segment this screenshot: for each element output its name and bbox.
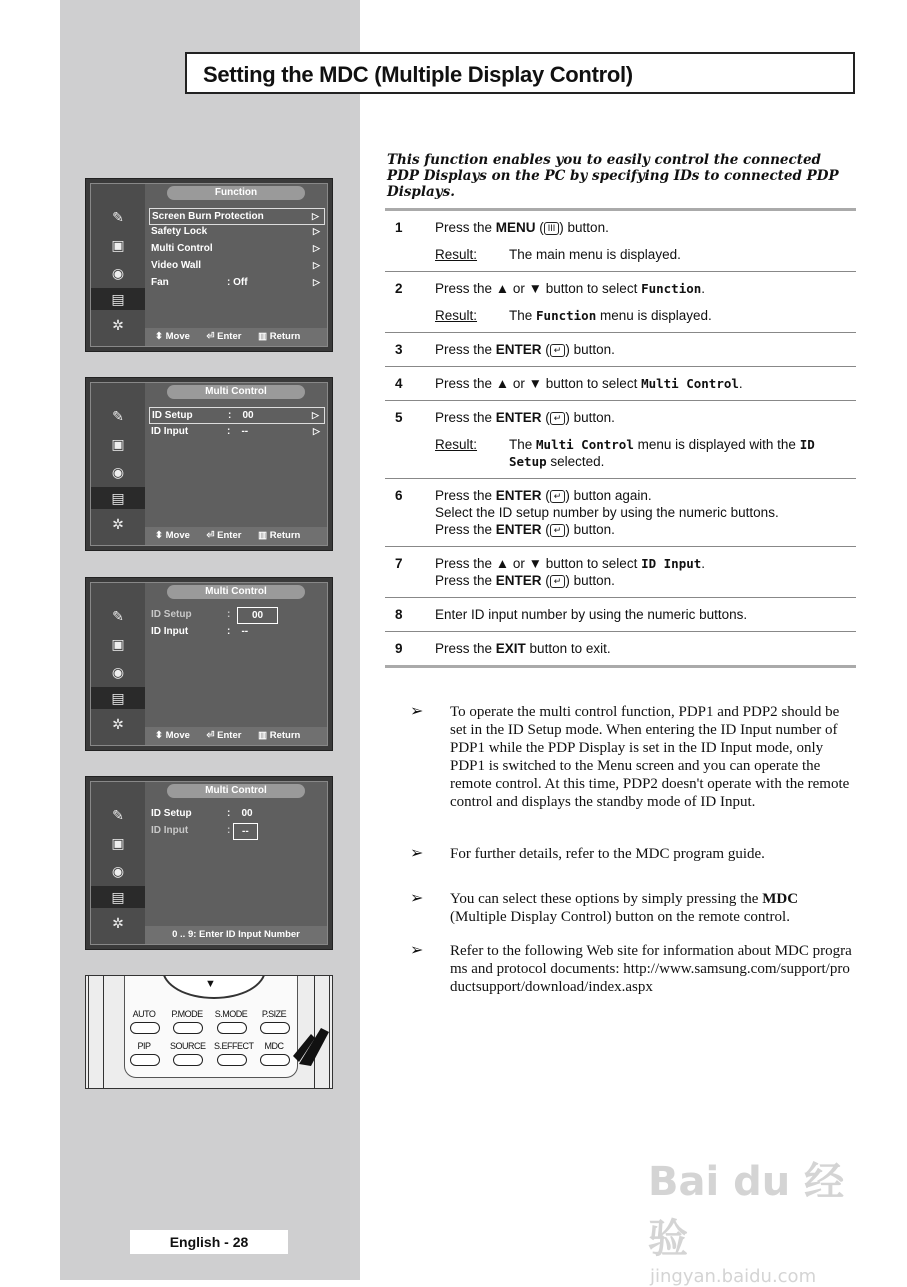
remote-label: SOURCE (170, 1041, 206, 1051)
step-text: Enter ID input number by using the numeric buttons. (435, 598, 856, 632)
osd-menu-item: Fan : Off ▷ (151, 277, 320, 288)
enter-icon: ⏎ (206, 730, 215, 741)
step-text: Press the ENTER ( ↵ ) button. (435, 333, 856, 367)
step-text: Press the ENTER ( ↵ ) button again. Select the ID setup number by using the numeric buttons. Press the ENTER ( ↵ ) button. (435, 479, 856, 547)
step-text: Press the ▲ or ▼ button to select Function. Result: The Function menu is displayed. (435, 272, 856, 333)
sound-icon: ▣ (111, 635, 125, 652)
step-number: 5 (385, 401, 435, 479)
move-icon: ⬍ (155, 530, 163, 541)
table-row (385, 272, 856, 333)
osd-tab-title: Multi Control (167, 585, 305, 599)
step-number: 9 (395, 641, 403, 656)
id-setup-value-box: 00 (237, 607, 278, 624)
pmode-button[interactable] (173, 1022, 203, 1034)
osd-tab-title: Multi Control (167, 784, 305, 798)
arrow-right-icon: ▷ (312, 410, 319, 420)
step-number: 7 (385, 547, 435, 598)
id-input-value-box: -- (233, 823, 258, 840)
table-row (385, 479, 856, 547)
osd-menu-item: ID Setup : 00 (151, 808, 253, 819)
step-number: 3 (385, 333, 435, 367)
picture-icon: ✎ (112, 607, 124, 624)
step-number: 1 (385, 210, 435, 272)
page-title: Setting the MDC (Multiple Display Control) (203, 62, 633, 87)
osd-icon-column (91, 383, 145, 545)
osd-menu-item: Safety Lock ▷ (151, 226, 320, 237)
osd-screen-id-setup-edit (85, 577, 333, 751)
step-text: Press the MENU ( III ) button. Result: The main menu is displayed. (435, 210, 856, 272)
enter-key-icon: ↵ (550, 524, 566, 537)
osd-menu-item: Screen Burn Protection ▷ (149, 208, 325, 225)
menu-icon: ▥ (258, 530, 268, 541)
enter-key-icon: ↵ (550, 575, 566, 588)
osd-footer: ⬍ Move ⏎ Enter ▥ Return (145, 727, 327, 745)
note-arrow-icon: ➢ (410, 703, 424, 720)
psize-button[interactable] (260, 1022, 290, 1034)
table-row (385, 367, 856, 401)
table-row (385, 210, 856, 272)
arrow-right-icon: ▷ (313, 277, 320, 287)
osd-tab-title: Function (167, 186, 305, 200)
function-icon: ▤ (91, 687, 145, 709)
page-number: English - 28 (130, 1230, 288, 1254)
sound-icon: ▣ (111, 236, 125, 253)
step-number: 8 (385, 598, 435, 632)
osd-footer: ⬍ Move ⏎ Enter ▥ Return (145, 328, 327, 346)
pip-button[interactable] (130, 1054, 160, 1066)
osd-menu-item: Video Wall ▷ (151, 260, 320, 271)
remote-label: AUTO (132, 1009, 156, 1019)
setup-gear-icon: ✲ (112, 914, 124, 931)
picture-icon: ✎ (112, 806, 124, 823)
osd-menu-item: Multi Control ▷ (151, 243, 320, 254)
channel-icon: ◉ (111, 862, 125, 879)
note: ➢ You can select these options by simply pressing the MDC (Multiple Display Control) button on the remote control. (410, 890, 799, 925)
smode-button[interactable] (217, 1022, 247, 1034)
step-number: 4 (385, 367, 435, 401)
watermark-url: jingyan.baidu.com (650, 1266, 817, 1287)
function-icon: ▤ (91, 288, 145, 310)
steps-table (385, 208, 856, 668)
sound-icon: ▣ (111, 834, 125, 851)
note-arrow-icon: ➢ (410, 942, 424, 959)
sound-icon: ▣ (111, 435, 125, 452)
osd-icon-column (91, 583, 145, 745)
page-title-box (185, 52, 855, 94)
enter-key-icon: ↵ (550, 344, 566, 357)
menu-icon: ▥ (258, 331, 268, 342)
move-icon: ⬍ (155, 730, 163, 741)
osd-menu-item: ID Setup : 00 (151, 607, 325, 622)
osd-menu-item: ID Input : -- ▷ (151, 426, 320, 437)
table-row (385, 598, 856, 632)
picture-icon: ✎ (112, 208, 124, 225)
remote-label: P.SIZE (261, 1009, 287, 1019)
mdc-button[interactable] (260, 1054, 290, 1066)
step-text: Press the ENTER ( ↵ ) button. Result: The Multi Control menu is displayed with the ID Setup selected. (435, 401, 856, 479)
remote-label: P.MODE (171, 1009, 203, 1019)
down-arrow-icon: ▼ (205, 978, 216, 990)
menu-icon: ▥ (258, 730, 268, 741)
function-icon: ▤ (91, 886, 145, 908)
enter-icon: ⏎ (206, 331, 215, 342)
step-text: Press the ▲ or ▼ button to select ID Input. Press the ENTER ( ↵ ) button. (435, 547, 856, 598)
note-arrow-icon: ➢ (410, 890, 424, 907)
auto-button[interactable] (130, 1022, 160, 1034)
table-row (385, 333, 856, 367)
osd-menu-item: ID Input : -- (151, 823, 325, 838)
pointer-hand-icon (291, 1026, 331, 1066)
arrow-right-icon: ▷ (313, 226, 320, 236)
remote-label: MDC (264, 1041, 284, 1051)
remote-label: S.MODE (214, 1009, 248, 1019)
remote-label: PIP (137, 1041, 151, 1051)
enter-key-icon: ↵ (550, 490, 566, 503)
menu-key-icon: III (544, 222, 560, 235)
osd-footer: 0 .. 9: Enter ID Input Number (145, 926, 327, 944)
arrow-right-icon: ▷ (313, 243, 320, 253)
picture-icon: ✎ (112, 407, 124, 424)
move-icon: ⬍ (155, 331, 163, 342)
osd-footer: ⬍ Move ⏎ Enter ▥ Return (145, 527, 327, 545)
watermark (648, 1150, 858, 1287)
channel-icon: ◉ (111, 264, 125, 281)
arrow-right-icon: ▷ (312, 211, 319, 221)
step-number: 6 (385, 479, 435, 547)
watermark-brand: Bai du 经验 (648, 1159, 845, 1262)
remote-edge (88, 976, 104, 1088)
osd-screen-id-input-edit (85, 776, 333, 950)
setup-gear-icon: ✲ (112, 515, 124, 532)
channel-icon: ◉ (111, 663, 125, 680)
note: ➢ For further details, refer to the MDC program guide. (410, 845, 765, 862)
note: ➢ Refer to the following Web site for information about MDC programs and protocol documents: http://www.samsung.com/support/productsupport/download/index.aspx (410, 942, 852, 995)
enter-key-icon: ↵ (550, 412, 566, 425)
note: ➢ To operate the multi control function, PDP1 and PDP2 should be set in the ID Setup mode. When entering the ID Input number of PDP1 while the PDP Display is set in the ID Input mode, only PDP1 is switched to the Menu screen and you can operate the remote control. At this time, PDP2 doesn't operate with the remote control and displays the standby mode of ID Input. (410, 703, 850, 810)
table-row (385, 547, 856, 598)
setup-gear-icon: ✲ (112, 715, 124, 732)
table-row (385, 401, 856, 479)
source-button[interactable] (173, 1054, 203, 1066)
osd-menu-item: ID Input : -- (151, 626, 249, 637)
table-row (385, 632, 856, 667)
osd-screen-multi-control (85, 377, 333, 551)
intro-text: This function enables you to easily control the connected PDP Displays on the PC by specifying IDs to connected PDP Displays. (387, 152, 839, 200)
enter-icon: ⏎ (206, 530, 215, 541)
osd-icon-column (91, 184, 145, 346)
seffect-button[interactable] (217, 1054, 247, 1066)
setup-gear-icon: ✲ (112, 316, 124, 333)
function-icon: ▤ (91, 487, 145, 509)
step-text: Press the ▲ or ▼ button to select Multi Control. (435, 367, 856, 401)
osd-screen-function (85, 178, 333, 352)
step-text: Press the EXIT button to exit. (435, 641, 611, 656)
remote-control-illustration (85, 975, 333, 1089)
note-arrow-icon: ➢ (410, 845, 424, 862)
channel-icon: ◉ (111, 463, 125, 480)
osd-tab-title: Multi Control (167, 385, 305, 399)
step-number: 2 (385, 272, 435, 333)
remote-label: S.EFFECT (214, 1041, 254, 1051)
arrow-right-icon: ▷ (313, 426, 320, 436)
arrow-right-icon: ▷ (313, 260, 320, 270)
osd-menu-item: ID Setup : 00 ▷ (149, 407, 325, 424)
osd-icon-column (91, 782, 145, 944)
